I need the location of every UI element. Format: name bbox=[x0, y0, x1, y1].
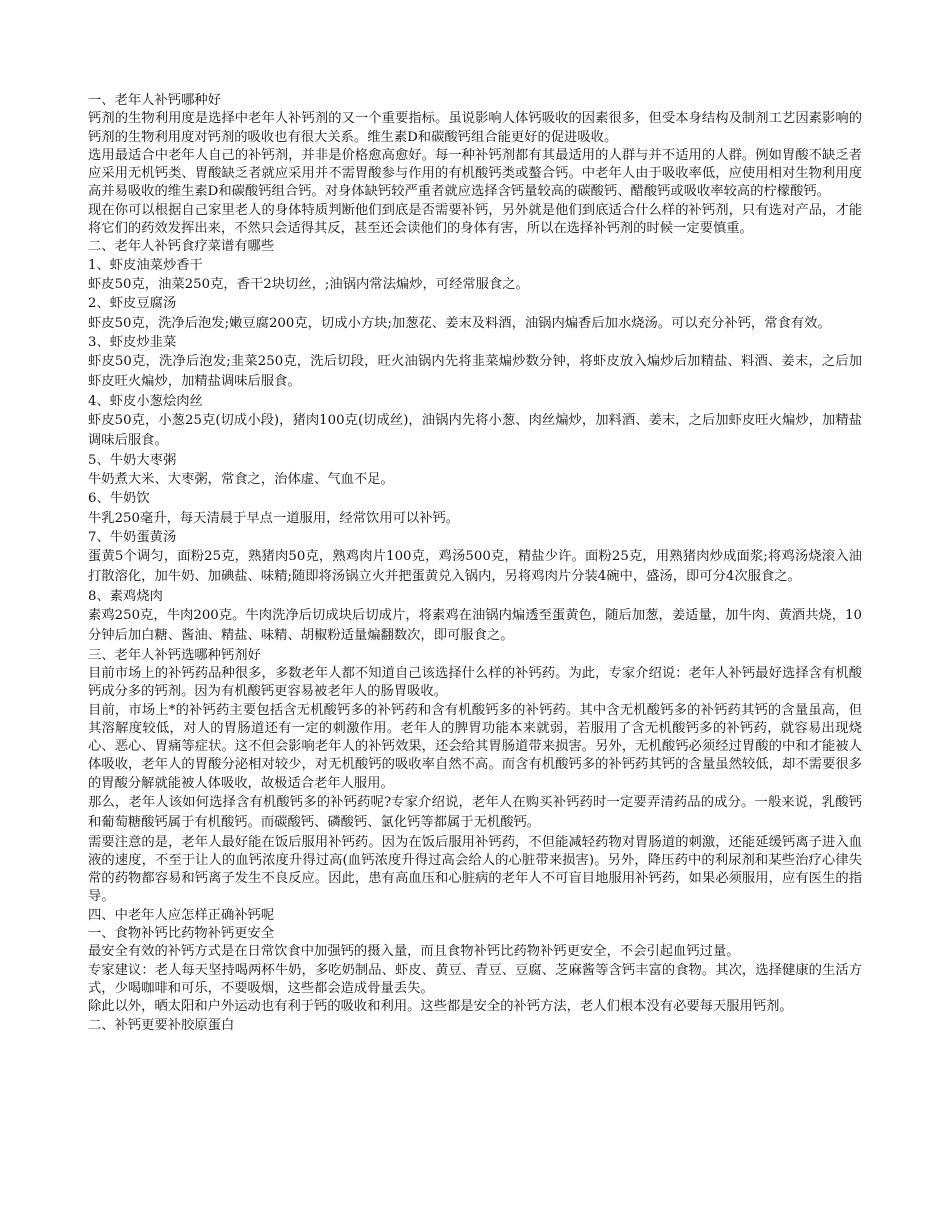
section-heading: 三、老年人补钙选哪种钙剂好 bbox=[88, 647, 261, 663]
recipe-title: 7、牛奶蛋黄汤 bbox=[88, 529, 177, 545]
recipe-body: 虾皮50克，油菜250克，香干2块切丝，;油锅内常法煸炒，可经常服食之。 bbox=[88, 276, 529, 292]
recipe-title: 6、牛奶饮 bbox=[88, 491, 150, 507]
recipe-body: 虾皮50克，小葱25克(切成小段)，猪肉100克(切成丝)，油锅内先将小葱、肉丝煸炒，加料酒、姜末，之后加虾皮旺火煸炒，加精盐调味后服食。 bbox=[88, 413, 862, 449]
recipe-title: 8、素鸡烧肉 bbox=[88, 588, 163, 604]
paragraph: 除此以外，晒太阳和户外运动也有利于钙的吸收和利用。这些都是安全的补钙方法，老人们根本没有必要每天服用钙剂。 bbox=[88, 999, 793, 1015]
paragraph: 现在你可以根据自己家里老人的身体特质判断他们到底是否需要补钙，另外就是他们到底适合什么样的补钙剂，只有选对产品，才能将它们的药效发挥出来，不然只会适得其反，甚至还会读他们的身体有害，所以在选择补钙剂的时候一定要慎重。 bbox=[88, 202, 862, 237]
recipe-body: 牛乳250毫升，每天清晨于早点一道服用，经常饮用可以补钙。 bbox=[88, 510, 460, 526]
subsection-heading: 一、食物补钙比药物补钙更安全 bbox=[88, 926, 275, 942]
document-body bbox=[88, 92, 862, 1035]
section-heading: 四、中老年人应怎样正确补钙呢 bbox=[88, 907, 275, 923]
recipe-title: 2、虾皮豆腐汤 bbox=[88, 296, 177, 312]
recipe-title: 4、虾皮小葱烩肉丝 bbox=[88, 393, 203, 409]
paragraph: 选用最适合中老年人自己的补钙剂，并非是价格愈高愈好。每一种补钙剂都有其最适用的人群与并不适用的人群。例如胃酸不缺乏者应采用无机钙类、胃酸缺乏者就应采用并不需胃酸参与作用的有机酸钙类或螯合钙。中老年人由于吸收率低，应使用相对生物利用度高并易吸收的维生素D和碳酸钙组合钙。对身体缺钙较严重者就应选择含钙量较高的碳酸钙、醋酸钙或吸收率较高的柠檬酸钙。 bbox=[88, 147, 862, 200]
recipe-body: 素鸡250克，牛肉200克。牛肉洗净后切成块后切成片，将素鸡在油锅内煸透至蛋黄色，随后加葱，姜适量，加牛肉、黄酒共烧，10分钟后加白糖、酱油、精盐、味精、胡椒粉适量煸翻数次，即可服食之。 bbox=[88, 608, 862, 644]
recipe-body: 虾皮50克，洗净后泡发;嫩豆腐200克，切成小方块;加葱花、姜末及料酒，油锅内煸香后加水烧汤。可以充分补钙，常食有效。 bbox=[88, 315, 831, 331]
paragraph: 那么，老年人该如何选择含有机酸钙多的补钙药呢?专家介绍说，老年人在购买补钙药时一定要弄清药品的成分。一般来说，乳酸钙和葡萄糖酸钙属于有机酸钙。而碳酸钙、磷酸钙、氯化钙等都属于无机酸钙。 bbox=[88, 794, 862, 831]
subsection-heading: 二、补钙更要补胶原蛋白 bbox=[88, 1017, 235, 1033]
paragraph: 目前市场上的补钙药品种很多，多数老年人都不知道自己该选择什么样的补钙药。为此，专家介绍说：老年人补钙最好选择含有机酸钙成分多的钙剂。因为有机酸钙更容易被老年人的肠胃吸收。 bbox=[88, 665, 862, 700]
recipe-body: 虾皮50克，洗净后泡发;韭菜250克，洗后切段，旺火油锅内先将韭菜煸炒数分钟，将虾皮放入煸炒后加精盐、料酒、姜末，之后加虾皮旺火煸炒，加精盐调味后服食。 bbox=[88, 354, 862, 390]
paragraph: 最安全有效的补钙方式是在日常饮食中加强钙的摄入量，而且食物补钙比药物补钙更安全，不会引起血钙过量。 bbox=[88, 944, 740, 960]
recipe-body: 蛋黄5个调匀，面粉25克，熟猪肉50克，熟鸡肉片100克，鸡汤500克，精盐少许。面粉25克，用熟猪肉炒成面浆;将鸡汤烧滚入油打散溶化，加牛奶、加碘盐、味精;随即将汤锅立火并把蛋黄兑入锅内，另将鸡肉片分装4碗中，盛汤，即可分4次服食之。 bbox=[88, 549, 862, 585]
paragraph: 钙剂的生物利用度是选择中老年人补钙剂的又一个重要指标。虽说影响人体钙吸收的因素很多，但受本身结构及制剂工艺因素影响的钙剂的生物利用度对钙剂的吸收也有很大关系。维生素D和碳酸钙组合能更好的促进吸收。 bbox=[88, 111, 862, 145]
paragraph: 需要注意的是，老年人最好能在饭后服用补钙药。因为在饭后服用补钙药，不但能减轻药物对胃肠道的刺激，还能延缓钙离子进入血液的速度，不至于让人的血钙浓度升得过高(血钙浓度升得过高会给人的心脏带来损害)。另外，降压药中的利尿剂和某些治疗心律失常的药物都容易和钙离子发生不良反应。因此，患有高血压和心脏病的老年人不可盲目地服用补钙药，如果必须服用，应有医生的指导。 bbox=[88, 834, 862, 905]
paragraph: 专家建议：老人每天坚持喝两杯牛奶，多吃奶制品、虾皮、黄豆、青豆、豆腐、芝麻酱等含钙丰富的食物。其次，选择健康的生活方式，少喝咖啡和可乐，不要吸烟，这些都会造成骨量丢失。 bbox=[88, 962, 862, 996]
section-heading: 二、老年人补钙食疗菜谱有哪些 bbox=[88, 239, 275, 255]
recipe-title: 1、虾皮油菜炒香干 bbox=[88, 257, 203, 273]
recipe-title: 3、虾皮炒韭菜 bbox=[88, 334, 177, 350]
recipe-body: 牛奶煮大米、大枣粥，常食之，治体虚、气血不足。 bbox=[88, 471, 394, 487]
paragraph: 目前，市场上*的补钙药主要包括含无机酸钙多的补钙药和含有机酸钙多的补钙药。其中含无机酸钙多的补钙药其钙的含量虽高，但其溶解度较低，对人的胃肠道还有一定的刺激作用。老年人的脾胃功能本来就弱，若服用了含无机酸钙多的补钙药，就容易出现烧心、恶心、胃痛等症状。这不但会影响老年人的补钙效果，还会给其胃肠道带来损害。另外，无机酸钙必须经过胃酸的中和才能被人体吸收，老年人的胃酸分泌相对较少，对无机酸钙的吸收率自然不高。而含有机酸钙多的补钙药其钙的含量虽然较低，却不需要很多的胃酸分解就能被人体吸收，故极适合老年人服用。 bbox=[88, 702, 862, 791]
section-heading: 一、老年人补钙哪种好 bbox=[88, 93, 221, 108]
recipe-title: 5、牛奶大枣粥 bbox=[88, 452, 177, 468]
